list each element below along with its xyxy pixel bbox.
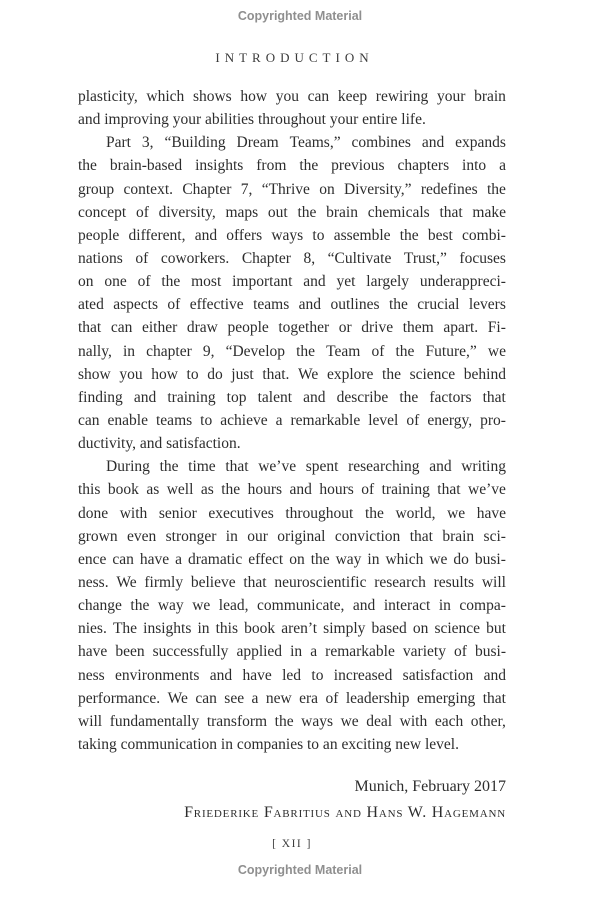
text-line: finding and training top talent and describe the factors that <box>78 388 506 406</box>
text-line: have been successfully applied in a remarkable variety of busi- <box>78 643 506 661</box>
text-line: ated aspects of effective teams and outlines the crucial levers <box>78 296 506 314</box>
signature-block <box>78 777 506 823</box>
page-number: [ XII ] <box>272 838 312 850</box>
text-line: Part 3, “Building Dream Teams,” combines and expands <box>106 134 506 152</box>
text-line: During the time that we’ve spent researching and writing <box>106 458 506 476</box>
text-line: group context. Chapter 7, “Thrive on Diversity,” redefines the <box>78 180 506 198</box>
text-line: plasticity, which shows how you can keep rewiring your brain <box>78 88 506 105</box>
text-line: ductivity, and satisfaction. <box>78 435 241 453</box>
copyright-notice-top: Copyrighted Material <box>237 9 363 23</box>
text-line: ence can have a dramatic effect on the way in which we do busi- <box>78 550 506 568</box>
text-line: show you how to do just that. We explore the science behind <box>78 365 506 383</box>
text-line: taking communication in companies to an exciting new level. <box>78 735 459 753</box>
text-line: that can either draw people together or drive them apart. Fi- <box>78 319 506 337</box>
text-line: and improving your abilities throughout your entire life. <box>78 111 426 129</box>
signature-authors: Friederike Fabritius and Hans W. Hagemann <box>184 804 506 821</box>
text-line: concept of diversity, maps out the brain chemicals that make <box>78 203 506 221</box>
signature-place-date: Munich, February 2017 <box>354 778 506 795</box>
text-line: ness environments and have led to increased satisfaction and <box>78 666 506 684</box>
text-line: on one of the most important and yet largely underappreci- <box>78 273 506 291</box>
text-line: the brain-based insights from the previous chapters into a <box>78 157 506 175</box>
text-line: performance. We can see a new era of leadership emerging that <box>78 689 506 707</box>
text-line: will fundamentally transform the ways we deal with each other, <box>78 712 506 730</box>
text-line: nations of coworkers. Chapter 8, “Cultivate Trust,” focuses <box>78 249 506 267</box>
text-line: ness. We firmly believe that neuroscientific research results will <box>78 573 506 591</box>
text-line: nally, in chapter 9, “Develop the Team of the Future,” we <box>78 342 506 360</box>
text-line: nies. The insights in this book aren’t simply based on science but <box>78 620 506 638</box>
text-line: change the way we lead, communicate, and interact in compa- <box>78 597 506 615</box>
copyright-notice-bottom: Copyrighted Material <box>237 863 363 877</box>
text-line: grown even stronger in our original conviction that brain sci- <box>78 527 506 545</box>
text-line: can enable teams to achieve a remarkable level of energy, pro- <box>78 411 506 429</box>
text-line: this book as well as the hours and hours of training that we’ve <box>78 481 506 499</box>
running-head: INTRODUCTION <box>215 50 374 65</box>
text-line: people different, and offers ways to assemble the best combi- <box>78 226 506 244</box>
body-text <box>78 85 506 756</box>
text-line: done with senior executives throughout the world, we have <box>78 504 506 522</box>
